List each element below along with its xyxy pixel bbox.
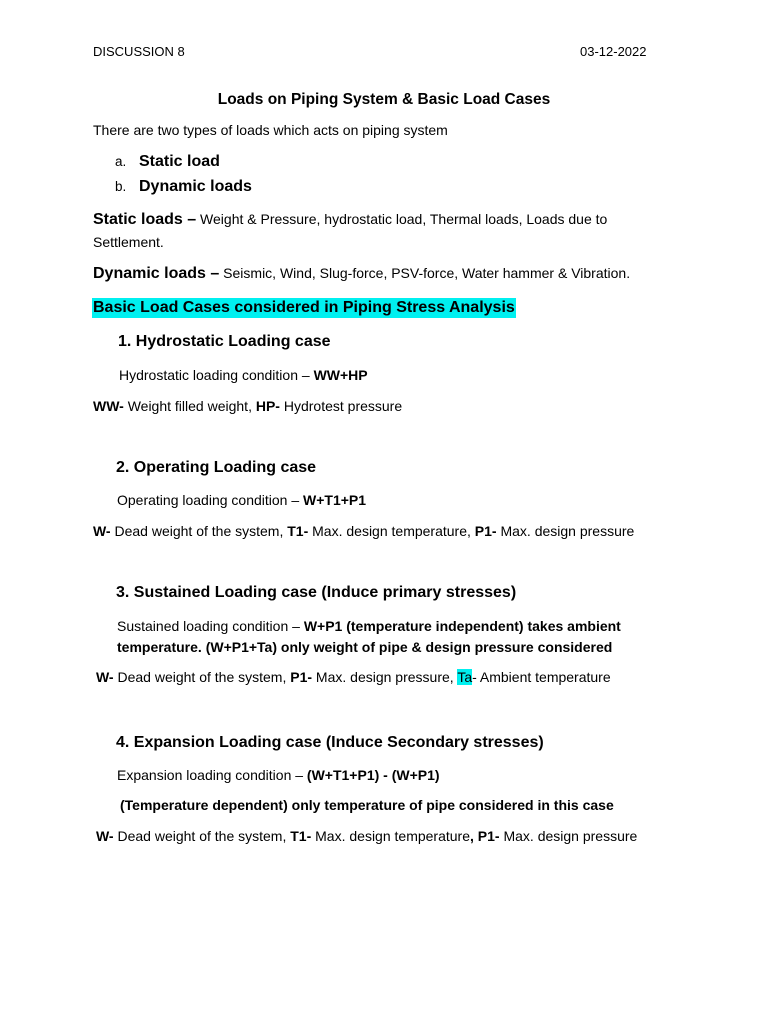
sustained-condition: [117, 618, 621, 634]
def-text: Max. design pressure: [499, 828, 638, 844]
def-term: HP-: [255, 398, 280, 414]
section-heading: [92, 299, 516, 317]
intro-text: There are two types of loads which acts on piping system: [93, 122, 448, 138]
condition-label: Expansion loading condition –: [117, 767, 307, 783]
def-text: Max. design pressure,: [312, 669, 458, 685]
static-loads-text: Weight & Pressure, hydrostatic load, Thermal loads, Loads due to: [196, 211, 608, 227]
def-term: WW-: [93, 398, 124, 414]
case-heading-sustained: 3. Sustained Loading case (Induce primary stresses): [116, 584, 517, 601]
def-text: Dead weight of the system,: [113, 828, 291, 844]
condition-value: W+T1+P1: [303, 492, 367, 508]
header-date: 03-12-2022: [580, 44, 647, 59]
condition-label: Operating loading condition –: [117, 492, 304, 508]
list-item-label: Dynamic loads: [139, 178, 252, 195]
case-heading-hydrostatic: 1. Hydrostatic Loading case: [118, 333, 331, 350]
header-left: DISCUSSION 8: [93, 44, 185, 59]
sustained-condition-line2: temperature. (W+P1+Ta) only weight of pipe & design pressure considered: [117, 639, 613, 655]
def-text: Ambient temperature: [476, 669, 611, 685]
condition-value: (W+T1+P1) - (W+P1): [306, 767, 440, 783]
list-item-dynamic-loads: [115, 178, 252, 196]
list-item-label: Static load: [139, 153, 220, 170]
hydrostatic-definitions: [93, 398, 402, 414]
def-term: W-: [96, 828, 114, 844]
def-term-highlighted: Ta: [457, 669, 473, 685]
static-loads-term: Static loads –: [93, 211, 197, 228]
dynamic-loads-term: Dynamic loads –: [93, 265, 220, 282]
def-text: Hydrotest pressure: [279, 398, 403, 414]
def-text: Dead weight of the system,: [113, 669, 291, 685]
def-term: P1-: [473, 828, 500, 844]
def-term: W-: [93, 523, 111, 539]
static-loads-line2: Settlement.: [93, 234, 164, 250]
condition-label: Sustained loading condition –: [117, 618, 304, 634]
dynamic-loads-paragraph: [93, 265, 630, 283]
def-text: Dead weight of the system,: [110, 523, 288, 539]
def-term: T1-: [290, 828, 312, 844]
list-marker: b.: [115, 179, 127, 194]
section-heading-text: Basic Load Cases considered in Piping Stress Analysis: [93, 299, 515, 316]
expansion-definitions: [96, 828, 637, 844]
static-loads-paragraph: [93, 211, 607, 229]
def-term: P1-: [290, 669, 313, 685]
document-title: Loads on Piping System & Basic Load Cases: [217, 91, 551, 108]
def-text: Max. design temperature: [311, 828, 470, 844]
def-comma: ,: [470, 828, 474, 844]
def-text: Weight filled weight,: [123, 398, 256, 414]
def-text: Max. design pressure: [496, 523, 635, 539]
def-term: W-: [96, 669, 114, 685]
def-dash: -: [472, 669, 477, 685]
dynamic-loads-text: Seismic, Wind, Slug-force, PSV-force, Water hammer & Vibration.: [219, 265, 631, 281]
operating-condition: [117, 492, 366, 508]
list-marker: a.: [115, 154, 127, 169]
case-heading-operating: 2. Operating Loading case: [116, 459, 317, 476]
def-term: T1-: [287, 523, 309, 539]
list-item-static-load: [115, 153, 220, 171]
operating-definitions: [93, 523, 634, 539]
condition-value: WW+HP: [313, 367, 368, 383]
hydrostatic-condition: [119, 367, 368, 383]
expansion-condition: [117, 767, 440, 783]
def-term: P1-: [474, 523, 497, 539]
case-heading-expansion: 4. Expansion Loading case (Induce Secondary stresses): [116, 734, 544, 751]
expansion-note: (Temperature dependent) only temperature of pipe considered in this case: [120, 797, 614, 813]
def-text: Max. design temperature,: [308, 523, 475, 539]
sustained-definitions: [96, 669, 611, 685]
condition-label: Hydrostatic loading condition –: [119, 367, 314, 383]
condition-value: W+P1 (temperature independent) takes ambient: [303, 618, 621, 634]
